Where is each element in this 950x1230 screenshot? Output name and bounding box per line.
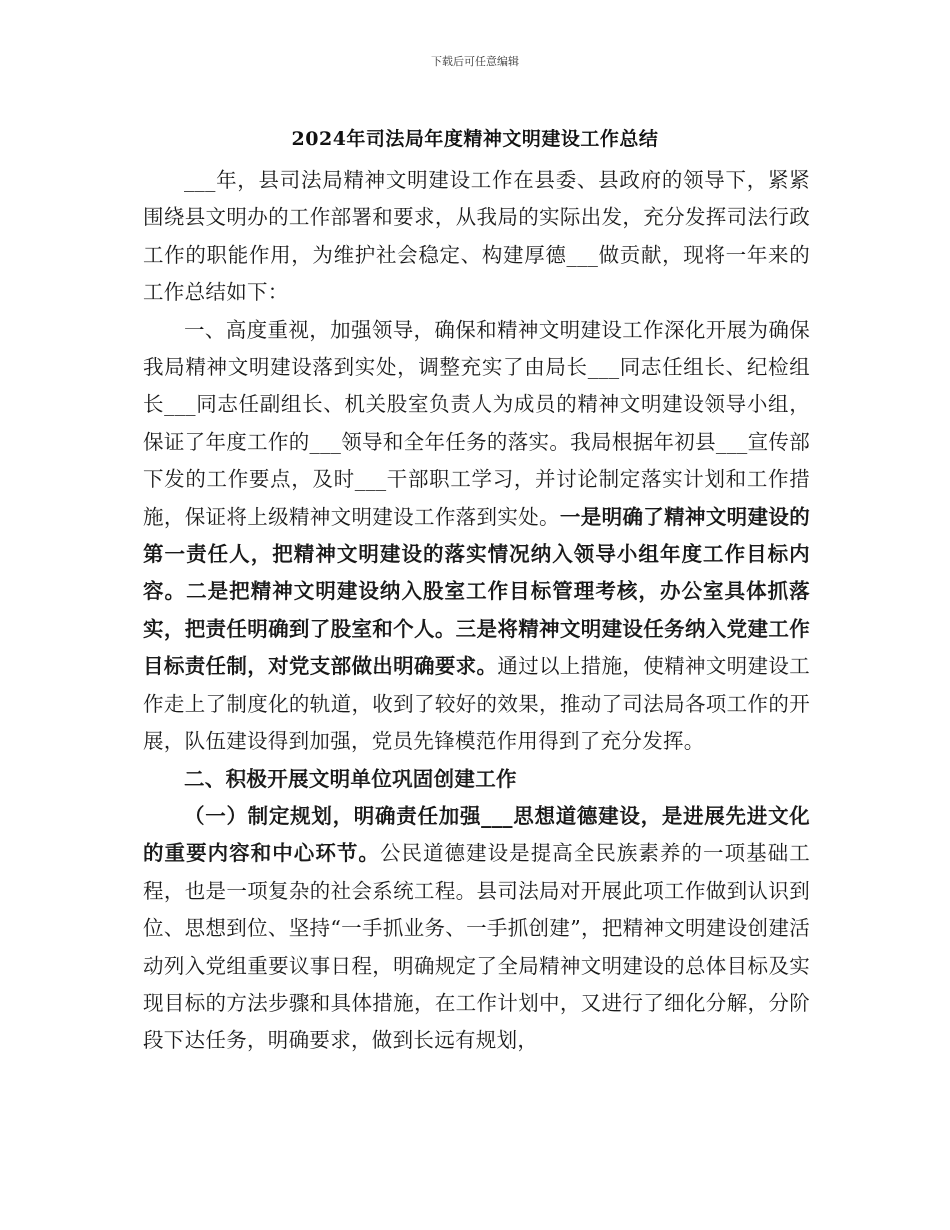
page-header: 下载后可任意编辑: [431, 55, 519, 68]
section1-lead-text: 一、高度重视，加强领导，确保和精神文明建设工作深化开展为确保我局精神文明建设落到实处，调整充实了由局长___同志任组长、纪检组长___同志任副组长、机关股室负责人为成员的精神文明建设领导小组，保证了年度工作的___领导和全年任务的落实。我局根据年初县___宣传部下发的工作要点，及时___干部职工学习，并讨论制定落实计划和工作措施，保证将上级精神文明建设工作落到实处。: [143, 317, 810, 529]
section2-sub1-text: 公民道德建设是提高全民族素养的一项基础工程，也是一项复杂的社会系统工程。县司法局对开展此项工作做到认识到位、思想到位、坚持“一手抓业务、一手抓创建”，把精神文明建设创建活动列入党组重要议事日程，明确规定了全局精神文明建设的总体目标及实现目标的方法步骤和具体措施，在工作计划中，又进行了细化分解，分阶段下达任务，明确要求，做到长远有规划，: [143, 841, 810, 1053]
intro-paragraph: ___年，县司法局精神文明建设工作在县委、县政府的领导下，紧紧围绕县文明办的工作部署和要求，从我局的实际出发，充分发挥司法行政工作的职能作用，为维护社会稳定、构建厚德___做贡献，现将一年来的工作总结如下：: [143, 168, 810, 305]
section2-heading: 二、积极开展文明单位巩固创建工作: [184, 766, 517, 791]
section2-sub1-bold-text: （一）制定规划，明确责任加强___思想道德建设，是进展先进文化的重要内容和中心环节。: [143, 803, 810, 866]
section1-paragraph: [143, 312, 810, 761]
section1-tail-text: 通过以上措施，使精神文明建设工作走上了制度化的轨道，收到了较好的效果，推动了司法局各项工作的开展，队伍建设得到加强，党员先锋模范作用得到了充分发挥。: [143, 654, 811, 754]
section2-sub1-paragraph: [143, 798, 810, 1060]
document-body: [143, 162, 810, 1060]
document-title: 2024年司法局年度精神文明建设工作总结: [291, 128, 659, 150]
section1-bold-text: 一是明确了精神文明建设的第一责任人，把精神文明建设的落实情况纳入领导小组年度工作目标内容。二是把精神文明建设纳入股室工作目标管理考核，办公室具体抓落实，把责任明确到了股室和个人。三是将精神文明建设任务纳入党建工作目标责任制，对党支部做出明确要求。: [143, 504, 810, 679]
